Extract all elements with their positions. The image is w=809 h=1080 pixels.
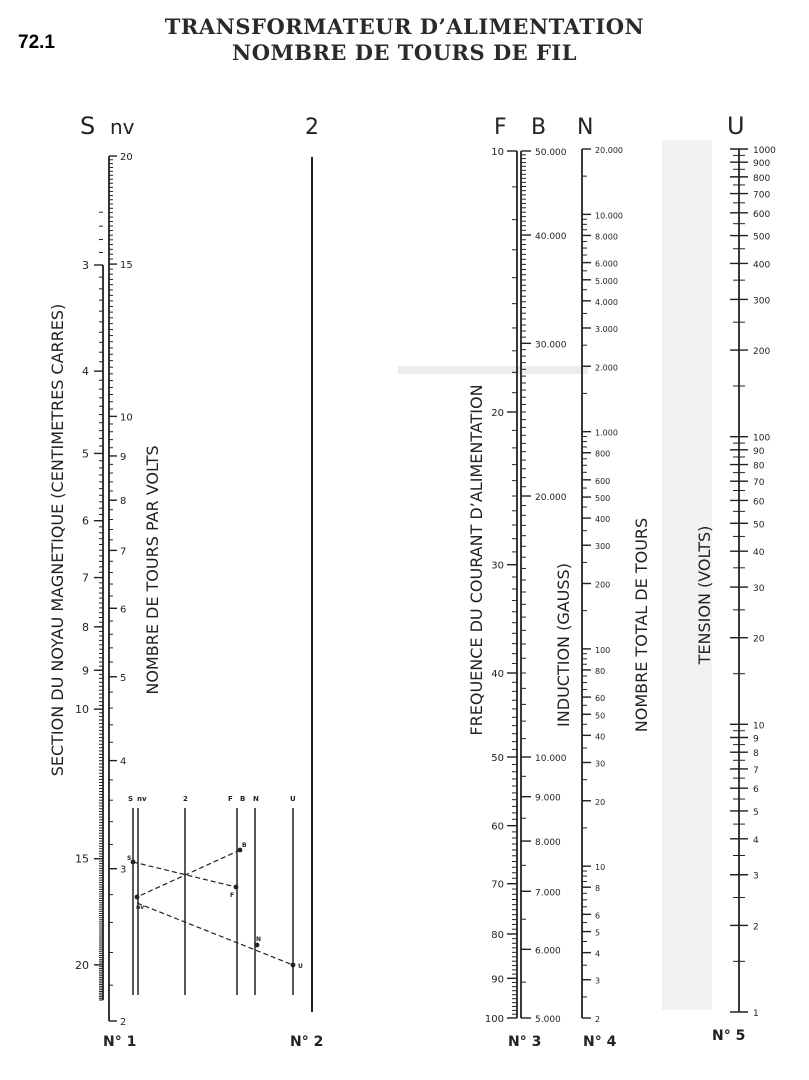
letter-B: B <box>531 115 547 140</box>
example-point <box>135 895 140 900</box>
U-axis-label: 1000 <box>753 146 776 156</box>
letter-2: 2 <box>305 115 319 140</box>
axis-number-1: N° 1 <box>103 1034 137 1050</box>
N-axis-label: 6 <box>595 911 601 921</box>
N-axis-label: 2.000 <box>595 363 618 373</box>
F-axis-label: 50 <box>491 753 504 765</box>
B-axis-label: 9.000 <box>535 793 561 804</box>
N-axis-label: 8 <box>595 884 601 894</box>
axis-title-section: SECTION DU NOYAU MAGNETIQUE (CENTIMETRES CARRES) <box>48 303 67 777</box>
U-axis-label: 4 <box>753 835 759 846</box>
N-axis-label: 800 <box>595 449 611 459</box>
example-point-label: N <box>256 936 262 943</box>
nv-axis-label: 6 <box>120 604 127 616</box>
U-axis-label: 70 <box>753 478 765 489</box>
F-axis-label: 40 <box>491 668 504 680</box>
U-axis-label: 50 <box>753 520 765 531</box>
B-axis-label: 5.000 <box>535 1015 561 1025</box>
U-axis-label: 7 <box>753 765 759 776</box>
N-axis-label: 1.000 <box>595 428 618 438</box>
U-axis-label: 90 <box>753 446 765 457</box>
axis-number-3: N° 3 <box>508 1034 542 1050</box>
U-axis-label: 600 <box>753 209 771 220</box>
axis-title-tours-total: NOMBRE TOTAL DE TOURS <box>632 517 651 733</box>
N-axis-label: 200 <box>595 580 611 590</box>
S-axis-label: 9 <box>82 664 89 678</box>
nv-axis-label: 9 <box>120 451 127 463</box>
N-axis-label: 20.000 <box>595 146 623 155</box>
B-axis-label: 7.000 <box>535 888 561 899</box>
nv-axis-label: 15 <box>120 260 133 272</box>
nv-axis-label: 7 <box>120 546 127 558</box>
U-axis-label: 30 <box>753 584 765 595</box>
S-axis-label: 6 <box>82 514 89 528</box>
example-point-label: F <box>230 892 235 899</box>
title-line-2: NOMBRE DE TOURS DE FIL <box>232 40 577 65</box>
example-construction-line <box>137 903 293 965</box>
B-axis-label: 30.000 <box>535 340 567 351</box>
N-axis-label: 6.000 <box>595 259 618 269</box>
U-axis-label: 20 <box>753 634 765 645</box>
example-header-label: B <box>240 795 246 803</box>
N-axis-label: 40 <box>595 732 606 742</box>
example-point-label: U <box>298 963 303 970</box>
F-axis-label: 10 <box>491 147 504 158</box>
U-axis-label: 2 <box>753 922 759 933</box>
U-axis-label: 6 <box>753 785 759 796</box>
nv-axis-label: 8 <box>120 496 127 508</box>
example-point <box>234 885 239 890</box>
F-axis-label: 60 <box>491 821 504 833</box>
letter-nv: nv <box>110 115 135 139</box>
N-axis-label: 400 <box>595 515 611 525</box>
axis-number-5: N° 5 <box>712 1028 746 1044</box>
U-axis-label: 8 <box>753 749 759 760</box>
example-construction-line <box>137 850 240 897</box>
letter-S: S <box>80 112 96 140</box>
nv-axis-label: 4 <box>120 756 127 768</box>
U-axis-label: 40 <box>753 548 765 559</box>
F-axis-label: 100 <box>484 1014 504 1025</box>
example-point-label: B <box>242 842 247 849</box>
N-axis-label: 5 <box>595 928 601 938</box>
U-axis-label: 200 <box>753 347 771 358</box>
B-axis-label: 6.000 <box>535 946 561 957</box>
B-axis-label: 8.000 <box>535 838 561 849</box>
N-axis-label: 3.000 <box>595 324 618 334</box>
example-key <box>127 795 303 995</box>
letter-F: F <box>494 115 507 140</box>
nv-axis-label: 3 <box>120 864 127 876</box>
U-axis-label: 60 <box>753 497 765 508</box>
N-axis-label: 100 <box>595 645 611 655</box>
N-axis-label: 10 <box>595 863 606 873</box>
example-point-label: S <box>127 855 132 862</box>
axis-number-2: N° 2 <box>290 1034 324 1050</box>
axis-title-frequence: FREQUENCE DU COURANT D’ALIMENTATION <box>467 384 486 736</box>
U-axis-label: 800 <box>753 173 771 184</box>
B-axis-label: 20.000 <box>535 493 567 504</box>
U-axis-label: 900 <box>753 159 771 170</box>
S-axis-label: 3 <box>82 259 89 272</box>
N-axis-label: 4.000 <box>595 297 618 307</box>
S-axis-label: 8 <box>82 620 89 634</box>
example-header-label: nv <box>137 795 147 803</box>
letter-U: U <box>727 112 745 140</box>
N-axis-label: 20 <box>595 797 606 807</box>
U-axis-label: 500 <box>753 232 771 243</box>
N-axis-label: 10.000 <box>595 211 623 221</box>
U-axis-label: 1 <box>753 1009 759 1019</box>
N-axis-label: 60 <box>595 694 606 704</box>
S-axis-label: 10 <box>75 703 89 717</box>
U-axis-label: 3 <box>753 871 759 882</box>
F-axis-label: 30 <box>491 560 504 572</box>
N-axis-label: 5.000 <box>595 276 618 286</box>
U-axis-label: 700 <box>753 190 771 201</box>
F-axis-label: 80 <box>491 929 504 941</box>
figure-number: 72.1 <box>18 32 55 53</box>
U-axis-label: 10 <box>753 721 765 732</box>
letter-N: N <box>577 115 594 140</box>
scan-shadow <box>398 366 588 374</box>
U-axis-label: 400 <box>753 260 771 271</box>
N-axis-label: 3 <box>595 976 601 986</box>
N-axis-label: 500 <box>595 494 611 504</box>
nv-axis-label: 2 <box>120 1017 127 1028</box>
example-header-label: U <box>290 795 296 803</box>
N-axis-label: 600 <box>595 476 611 486</box>
S-axis-label: 5 <box>82 447 89 461</box>
nv-axis-label: 20 <box>120 152 133 163</box>
axis-title-tension: TENSION (VOLTS) <box>695 525 714 665</box>
axis-number-4: N° 4 <box>583 1034 617 1050</box>
U-axis-label: 80 <box>753 461 765 472</box>
S-axis-label: 15 <box>75 852 89 866</box>
example-header-label: S <box>128 795 134 803</box>
axis-title-tours-par-volt: NOMBRE DE TOURS PAR VOLTS <box>143 445 162 695</box>
B-axis-label: 50.000 <box>535 148 567 158</box>
example-header-label: 2 <box>183 795 188 803</box>
U-axis-label: 9 <box>753 734 759 745</box>
U-axis-label: 300 <box>753 296 771 307</box>
S-axis-label: 4 <box>82 365 89 379</box>
nv-axis-label: 5 <box>120 672 127 684</box>
B-axis-label: 10.000 <box>535 754 567 765</box>
N-axis-label: 80 <box>595 666 606 676</box>
title-line-1: TRANSFORMATEUR D’ALIMENTATION <box>164 14 645 39</box>
F-axis-label: 20 <box>491 407 504 419</box>
F-axis-label: 90 <box>491 974 504 986</box>
B-axis-label: 40.000 <box>535 232 567 243</box>
N-axis-label: 50 <box>595 711 606 721</box>
S-axis-label: 7 <box>82 571 89 585</box>
N-axis-label: 4 <box>595 949 601 959</box>
example-point-label: nv <box>136 904 145 911</box>
example-point <box>255 943 260 948</box>
S-axis-label: 20 <box>75 958 89 972</box>
N-axis-label: 2 <box>595 1015 601 1024</box>
N-axis-label: 30 <box>595 759 606 769</box>
example-header-label: F <box>228 795 233 803</box>
nv-axis-label: 10 <box>120 412 133 424</box>
U-axis-label: 100 <box>753 433 771 444</box>
example-header-label: N <box>253 795 259 803</box>
U-axis-label: 5 <box>753 807 759 818</box>
N-axis-label: 300 <box>595 542 611 552</box>
axis-title-induction: INDUCTION (GAUSS) <box>554 563 573 727</box>
F-axis-label: 70 <box>491 879 504 891</box>
N-axis-label: 8.000 <box>595 232 618 242</box>
example-point <box>291 963 296 968</box>
